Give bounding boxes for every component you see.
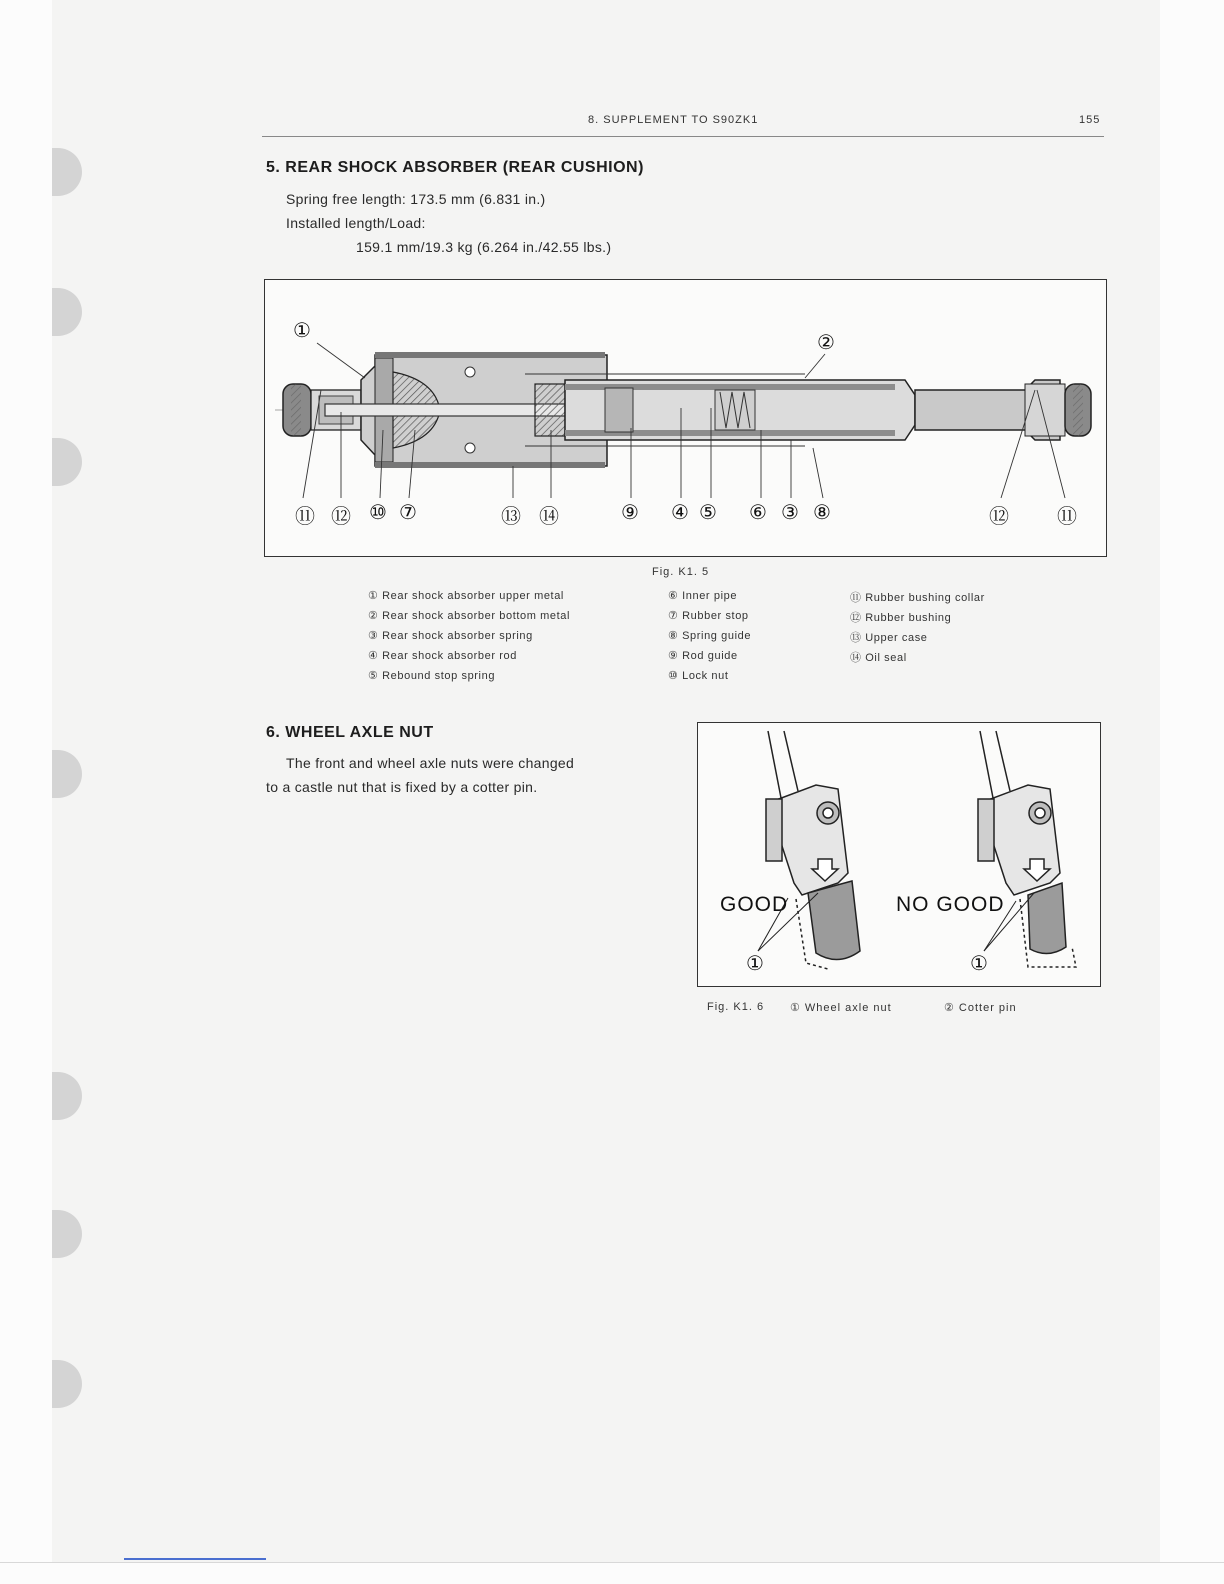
callout-1-good: ①: [746, 951, 764, 975]
legend-item: ⑪ Rubber bushing collar: [850, 592, 985, 604]
section-title-wheel-axle-nut: 6. WHEEL AXLE NUT: [266, 724, 434, 741]
callout-9: ⑨: [621, 500, 639, 524]
legend-item: ⑧ Spring guide: [668, 630, 752, 642]
link-underline: [124, 1558, 266, 1560]
callout-10: ⑩: [369, 500, 387, 524]
shock-absorber-figure: [264, 279, 1107, 557]
callout-11-right: ⑪: [1057, 504, 1077, 528]
wheel-axle-nut-diagram: [698, 723, 1098, 985]
running-head: 8. SUPPLEMENT TO S90ZK1: [588, 114, 759, 126]
callout-3: ③: [781, 500, 799, 524]
callout-5: ⑤: [699, 500, 717, 524]
legend-item: ⑨ Rod guide: [668, 650, 738, 662]
legend-item: ② Rear shock absorber bottom metal: [368, 610, 571, 622]
fig-k1-6-item-1: ① Wheel axle nut: [790, 1002, 892, 1014]
good-label: GOOD: [720, 893, 789, 916]
spec-installed-label: Installed length/Load:: [286, 215, 426, 231]
legend-item: ⑫ Rubber bushing: [850, 612, 952, 624]
callout-12-right: ⑫: [989, 504, 1009, 528]
paragraph-line: to a castle nut that is fixed by a cotter pin.: [266, 779, 538, 795]
callout-7: ⑦: [399, 500, 417, 524]
legend-item: ⑬ Upper case: [850, 632, 928, 644]
fig-k1-6-item-2: ② Cotter pin: [944, 1002, 1017, 1014]
legend-item: ⑤ Rebound stop spring: [368, 670, 496, 682]
callout-11-left: ⑪: [295, 504, 315, 528]
legend-item: ③ Rear shock absorber spring: [368, 630, 533, 642]
callout-8: ⑧: [813, 500, 831, 524]
callout-6: ⑥: [749, 500, 767, 524]
legend-item: ⑩ Lock nut: [668, 670, 729, 682]
callout-13: ⑬: [501, 504, 521, 528]
legend-item: ④ Rear shock absorber rod: [368, 650, 517, 662]
fig-k1-6-caption: Fig. K1. 6: [707, 1001, 765, 1013]
page-bottom-edge: [0, 1562, 1224, 1584]
fig-k1-5-caption: Fig. K1. 5: [652, 566, 710, 578]
legend-item: ⑭ Oil seal: [850, 652, 907, 664]
legend-item: ⑦ Rubber stop: [668, 610, 749, 622]
wheel-axle-nut-figure: [697, 722, 1101, 987]
callout-12-left: ⑫: [331, 504, 351, 528]
section-title-rear-shock: 5. REAR SHOCK ABSORBER (REAR CUSHION): [266, 159, 644, 176]
callout-14: ⑭: [539, 504, 559, 528]
paragraph-line: The front and wheel axle nuts were changed: [286, 755, 575, 771]
spec-spring-free-length: Spring free length: 173.5 mm (6.831 in.): [286, 191, 546, 207]
page-number: 155: [1079, 114, 1101, 126]
callout-4: ④: [671, 500, 689, 524]
callout-1-upper: ①: [293, 318, 311, 342]
header-rule: [262, 136, 1104, 137]
callout-2-upper: ②: [817, 330, 835, 354]
spec-installed-value: 159.1 mm/19.3 kg (6.264 in./42.55 lbs.): [356, 239, 612, 255]
no-good-label: NO GOOD: [896, 893, 1005, 916]
legend-item: ⑥ Inner pipe: [668, 590, 738, 602]
callout-1-no-good: ①: [970, 951, 988, 975]
legend-item: ① Rear shock absorber upper metal: [368, 590, 564, 602]
